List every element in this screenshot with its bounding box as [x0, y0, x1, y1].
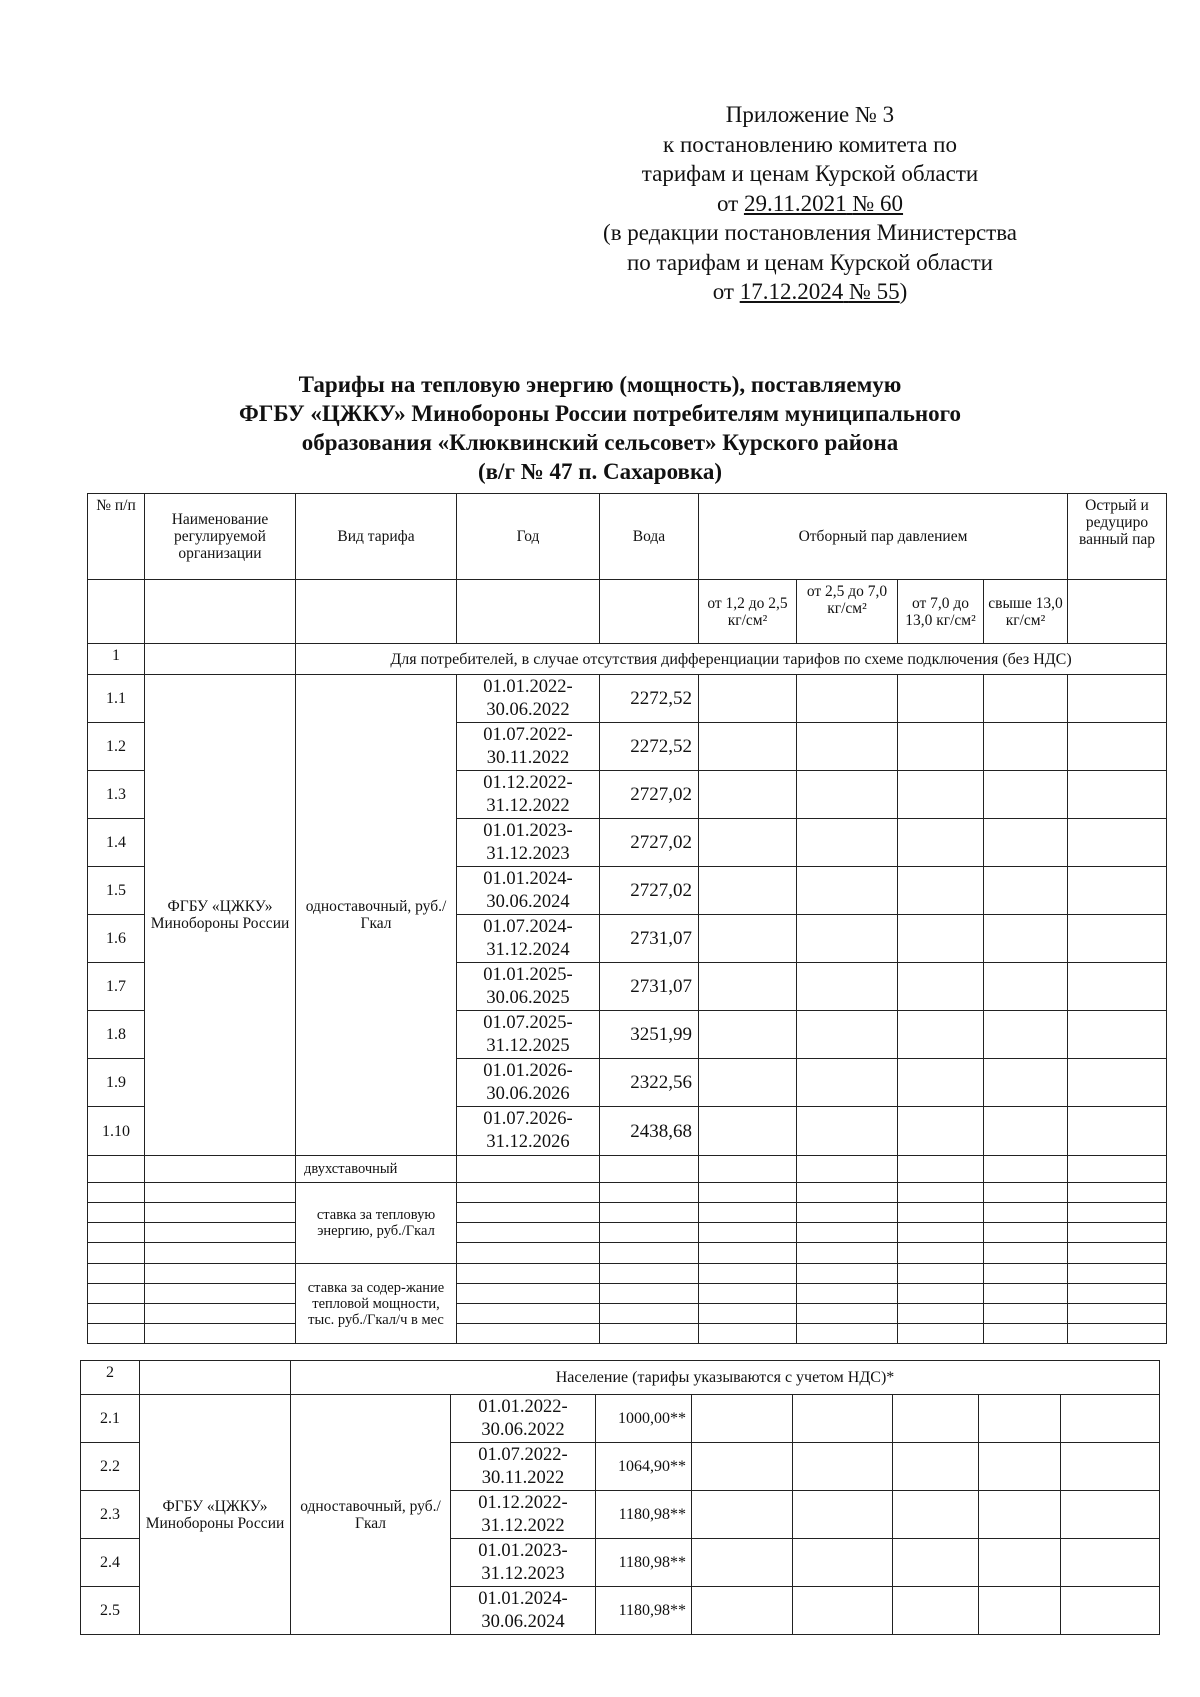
row-number: 1.2 — [88, 723, 145, 771]
empty-cell — [600, 1324, 699, 1344]
col-header-acute-steam: Острый и редуциро ванный пар — [1068, 494, 1167, 580]
empty-cell — [600, 1223, 699, 1243]
empty-cell — [699, 1284, 797, 1304]
empty-cell — [692, 1395, 793, 1443]
row-number: 1.3 — [88, 771, 145, 819]
col-header-pressure-1: от 1,2 до 2,5 кг/см² — [699, 580, 797, 644]
empty-cell — [699, 1264, 797, 1284]
period: 01.07.2026-31.12.2026 — [457, 1107, 600, 1156]
table-row — [88, 1324, 1167, 1344]
empty-cell — [898, 819, 984, 867]
empty-cell — [898, 1203, 984, 1223]
empty-cell — [893, 1395, 979, 1443]
empty-cell — [984, 867, 1068, 915]
water-value: 1064,90** — [596, 1443, 692, 1491]
table-row — [88, 1223, 1167, 1243]
empty-cell — [600, 1183, 699, 1203]
empty-cell — [457, 1304, 600, 1324]
empty-cell — [979, 1539, 1061, 1587]
period: 01.01.2022-30.06.2022 — [457, 675, 600, 723]
period: 01.01.2025-30.06.2025 — [457, 963, 600, 1011]
empty-cell — [984, 1324, 1068, 1344]
water-value: 2322,56 — [600, 1059, 699, 1107]
empty-cell — [797, 771, 898, 819]
period: 01.01.2022-30.06.2022 — [451, 1395, 596, 1443]
empty-cell — [898, 723, 984, 771]
col-header-org: Наименование регулируемой организации — [145, 494, 296, 580]
population-tariff-table — [80, 1360, 1160, 1635]
title-line: Тарифы на тепловую энергию (мощность), поставляемую — [298, 372, 902, 397]
period: 01.01.2023-31.12.2023 — [451, 1539, 596, 1587]
row-number: 2.1 — [81, 1395, 140, 1443]
row-number: 1.5 — [88, 867, 145, 915]
empty-cell — [984, 915, 1068, 963]
empty-cell — [1068, 867, 1167, 915]
org-name: ФГБУ «ЦЖКУ» Минобороны России — [140, 1395, 291, 1635]
empty-cell — [797, 1324, 898, 1344]
empty-cell — [893, 1587, 979, 1635]
row-number: 1.4 — [88, 819, 145, 867]
empty-cell — [88, 1223, 145, 1243]
empty-cell — [797, 1183, 898, 1203]
empty-cell — [457, 1183, 600, 1203]
document-title — [200, 370, 1000, 486]
empty-cell — [898, 1284, 984, 1304]
period: 01.01.2024-30.06.2024 — [457, 867, 600, 915]
col-header-pressure-3: от 7,0 до 13,0 кг/см² — [898, 580, 984, 644]
empty-cell — [88, 1264, 145, 1284]
water-value: 2731,07 — [600, 915, 699, 963]
empty-cell — [797, 1059, 898, 1107]
period: 01.07.2025-31.12.2025 — [457, 1011, 600, 1059]
col-header-steam: Отборный пар давлением — [699, 494, 1068, 580]
empty-cell — [893, 1491, 979, 1539]
empty-cell — [984, 675, 1068, 723]
empty-cell — [984, 1011, 1068, 1059]
appendix-prefix: от — [712, 279, 740, 304]
empty-cell — [979, 1395, 1061, 1443]
empty-cell — [797, 1156, 898, 1183]
empty-cell — [984, 723, 1068, 771]
empty-cell — [1068, 1203, 1167, 1223]
empty-cell — [797, 723, 898, 771]
empty-cell — [1068, 1183, 1167, 1203]
empty-cell — [145, 644, 296, 675]
empty-cell — [145, 1304, 296, 1324]
period: 01.01.2026-30.06.2026 — [457, 1059, 600, 1107]
empty-cell — [699, 963, 797, 1011]
tariff-table — [87, 493, 1167, 1344]
empty-cell — [1068, 1107, 1167, 1156]
empty-cell — [88, 1156, 145, 1183]
table-row — [88, 1264, 1167, 1284]
col-header-pressure-4: свыше 13,0 кг/см² — [984, 580, 1068, 644]
empty-cell — [145, 1203, 296, 1223]
empty-cell — [145, 1223, 296, 1243]
empty-cell — [793, 1395, 893, 1443]
water-value: 2727,02 — [600, 771, 699, 819]
empty-cell — [797, 963, 898, 1011]
period: 01.07.2024-31.12.2024 — [457, 915, 600, 963]
empty-cell — [984, 963, 1068, 1011]
empty-cell — [600, 1156, 699, 1183]
appendix-line: по тарифам и ценам Курской области — [627, 249, 993, 275]
empty-cell — [1068, 1264, 1167, 1284]
empty-cell — [797, 1304, 898, 1324]
section-row — [81, 1361, 1160, 1395]
empty-cell — [1068, 580, 1167, 644]
subheader-row — [88, 580, 1167, 644]
empty-cell — [898, 771, 984, 819]
water-value: 1180,98** — [596, 1587, 692, 1635]
empty-cell — [984, 1304, 1068, 1324]
empty-cell — [692, 1491, 793, 1539]
empty-cell — [88, 1203, 145, 1223]
section-row — [88, 644, 1167, 675]
empty-cell — [140, 1361, 291, 1395]
water-value: 2727,02 — [600, 867, 699, 915]
section-number: 1 — [88, 644, 145, 675]
empty-cell — [88, 1284, 145, 1304]
water-value: 2272,52 — [600, 723, 699, 771]
section-title: Для потребителей, в случае отсутствия дифференциации тарифов по схеме подключения (без НДС) — [296, 644, 1167, 675]
empty-cell — [797, 1223, 898, 1243]
row-number: 2.5 — [81, 1587, 140, 1635]
water-value: 2731,07 — [600, 963, 699, 1011]
empty-cell — [145, 1284, 296, 1304]
edition-number: № 55 — [848, 279, 900, 304]
empty-cell — [699, 1243, 797, 1264]
water-value: 2272,52 — [600, 675, 699, 723]
table-row — [88, 675, 1167, 723]
empty-cell — [1068, 723, 1167, 771]
table-row — [88, 1284, 1167, 1304]
empty-cell — [797, 915, 898, 963]
empty-cell — [88, 1324, 145, 1344]
empty-cell — [145, 1324, 296, 1344]
section-title: Население (тарифы указываются с учетом НДС)* — [291, 1361, 1160, 1395]
empty-cell — [797, 1284, 898, 1304]
header-row — [88, 494, 1167, 580]
period: 01.12.2022-31.12.2022 — [451, 1491, 596, 1539]
empty-cell — [984, 771, 1068, 819]
empty-cell — [600, 1284, 699, 1304]
empty-cell — [692, 1587, 793, 1635]
empty-cell — [898, 867, 984, 915]
row-number: 1.10 — [88, 1107, 145, 1156]
empty-cell — [600, 1264, 699, 1284]
empty-cell — [898, 1243, 984, 1264]
empty-cell — [979, 1587, 1061, 1635]
empty-cell — [893, 1539, 979, 1587]
empty-cell — [457, 1324, 600, 1344]
col-header-pressure-2: от 2,5 до 7,0 кг/см² — [797, 580, 898, 644]
empty-cell — [979, 1443, 1061, 1491]
empty-cell — [1068, 675, 1167, 723]
capacity-rate-label: ставка за содер-жание тепловой мощности, тыс. руб./Гкал/ч в мес — [296, 1264, 457, 1344]
empty-cell — [457, 1243, 600, 1264]
empty-cell — [984, 1183, 1068, 1203]
empty-cell — [1068, 1324, 1167, 1344]
decree-number: № 60 — [852, 190, 904, 216]
water-value: 3251,99 — [600, 1011, 699, 1059]
empty-cell — [457, 1284, 600, 1304]
empty-cell — [1068, 915, 1167, 963]
empty-cell — [1068, 1011, 1167, 1059]
empty-cell — [898, 1011, 984, 1059]
empty-cell — [797, 819, 898, 867]
appendix-line: к постановлению комитета по — [663, 131, 957, 157]
empty-cell — [692, 1443, 793, 1491]
empty-cell — [600, 1304, 699, 1324]
water-value: 1180,98** — [596, 1491, 692, 1539]
empty-cell — [457, 580, 600, 644]
two-part-row — [88, 1156, 1167, 1183]
two-part-tariff-label: двухставочный — [296, 1156, 457, 1183]
empty-cell — [898, 1156, 984, 1183]
empty-cell — [1068, 1284, 1167, 1304]
empty-cell — [600, 1243, 699, 1264]
empty-cell — [699, 867, 797, 915]
appendix-line: тарифам и ценам Курской области — [641, 161, 979, 186]
empty-cell — [699, 1183, 797, 1203]
empty-cell — [984, 819, 1068, 867]
row-number: 1.1 — [88, 675, 145, 723]
period: 01.07.2022-30.11.2022 — [451, 1443, 596, 1491]
row-number: 2.3 — [81, 1491, 140, 1539]
appendix-line: (в редакции постановления Министерства — [603, 220, 1017, 245]
empty-cell — [793, 1587, 893, 1635]
empty-cell — [984, 1243, 1068, 1264]
empty-cell — [984, 1264, 1068, 1284]
empty-cell — [898, 1107, 984, 1156]
water-value: 1180,98** — [596, 1539, 692, 1587]
empty-cell — [797, 1243, 898, 1264]
row-number: 2.4 — [81, 1539, 140, 1587]
empty-cell — [898, 915, 984, 963]
empty-cell — [1061, 1587, 1160, 1635]
empty-cell — [793, 1539, 893, 1587]
empty-cell — [984, 1059, 1068, 1107]
empty-cell — [88, 1183, 145, 1203]
col-header-water: Вода — [600, 494, 699, 580]
period: 01.07.2022-30.11.2022 — [457, 723, 600, 771]
empty-cell — [898, 1264, 984, 1284]
empty-cell — [699, 1107, 797, 1156]
empty-cell — [699, 1223, 797, 1243]
section-number: 2 — [81, 1361, 140, 1395]
empty-cell — [984, 1107, 1068, 1156]
empty-cell — [797, 1107, 898, 1156]
row-number: 1.7 — [88, 963, 145, 1011]
empty-cell — [793, 1443, 893, 1491]
empty-cell — [984, 1223, 1068, 1243]
empty-cell — [457, 1264, 600, 1284]
empty-cell — [898, 1183, 984, 1203]
row-number: 2.2 — [81, 1443, 140, 1491]
empty-cell — [457, 1156, 600, 1183]
empty-cell — [699, 915, 797, 963]
empty-cell — [699, 723, 797, 771]
empty-cell — [692, 1539, 793, 1587]
empty-cell — [1061, 1491, 1160, 1539]
empty-cell — [600, 1203, 699, 1223]
tariff-type: одноставочный, руб./Гкал — [296, 675, 457, 1156]
empty-cell — [699, 1059, 797, 1107]
empty-cell — [1068, 819, 1167, 867]
empty-cell — [457, 1203, 600, 1223]
title-line: (в/г № 47 п. Сахаровка) — [477, 459, 723, 484]
table-row — [88, 1243, 1167, 1264]
empty-cell — [88, 1243, 145, 1264]
appendix-decree-line — [550, 189, 1070, 219]
empty-cell — [1068, 1156, 1167, 1183]
empty-cell — [898, 1304, 984, 1324]
appendix-number: Приложение № 3 — [725, 102, 895, 127]
empty-cell — [984, 1284, 1068, 1304]
empty-cell — [699, 1011, 797, 1059]
empty-cell — [1068, 1223, 1167, 1243]
col-header-tariff-type: Вид тарифа — [296, 494, 457, 580]
empty-cell — [145, 1183, 296, 1203]
row-number: 1.8 — [88, 1011, 145, 1059]
table-row — [88, 1203, 1167, 1223]
empty-cell — [88, 1304, 145, 1324]
col-header-num: № п/п — [88, 494, 145, 580]
period: 01.01.2023-31.12.2023 — [457, 819, 600, 867]
empty-cell — [699, 819, 797, 867]
empty-cell — [797, 1203, 898, 1223]
table-row — [88, 1183, 1167, 1203]
title-line: образования «Клюквинский сельсовет» Курского района — [301, 430, 899, 455]
empty-cell — [898, 963, 984, 1011]
empty-cell — [145, 1156, 296, 1183]
empty-cell — [699, 771, 797, 819]
empty-cell — [699, 1156, 797, 1183]
empty-cell — [88, 580, 145, 644]
table-row — [88, 1304, 1167, 1324]
empty-cell — [145, 580, 296, 644]
empty-cell — [797, 867, 898, 915]
empty-cell — [1068, 963, 1167, 1011]
empty-cell — [145, 1243, 296, 1264]
appendix-edition-line — [550, 277, 1070, 307]
period: 01.12.2022-31.12.2022 — [457, 771, 600, 819]
empty-cell — [979, 1491, 1061, 1539]
appendix-reference — [550, 100, 1070, 307]
col-header-year: Год — [457, 494, 600, 580]
empty-cell — [984, 1203, 1068, 1223]
empty-cell — [699, 1203, 797, 1223]
period: 01.01.2024-30.06.2024 — [451, 1587, 596, 1635]
energy-rate-label: ставка за тепловую энергию, руб./Гкал — [296, 1183, 457, 1264]
row-number: 1.9 — [88, 1059, 145, 1107]
water-value: 2727,02 — [600, 819, 699, 867]
empty-cell — [1068, 1304, 1167, 1324]
edition-date: 17.12.2024 — [739, 279, 844, 304]
empty-cell — [699, 1304, 797, 1324]
empty-cell — [898, 1223, 984, 1243]
appendix-suffix: ) — [899, 279, 908, 304]
title-line: ФГБУ «ЦЖКУ» Минобороны России потребителям муниципального — [238, 401, 962, 426]
empty-cell — [699, 675, 797, 723]
empty-cell — [898, 1324, 984, 1344]
appendix-prefix: от — [716, 190, 744, 216]
empty-cell — [893, 1443, 979, 1491]
empty-cell — [699, 1324, 797, 1344]
empty-cell — [898, 675, 984, 723]
empty-cell — [1068, 771, 1167, 819]
empty-cell — [1068, 1243, 1167, 1264]
empty-cell — [1061, 1395, 1160, 1443]
empty-cell — [797, 675, 898, 723]
empty-cell — [1068, 1059, 1167, 1107]
empty-cell — [145, 1264, 296, 1284]
org-name: ФГБУ «ЦЖКУ» Минобороны России — [145, 675, 296, 1156]
empty-cell — [457, 1223, 600, 1243]
water-value: 1000,00** — [596, 1395, 692, 1443]
empty-cell — [984, 1156, 1068, 1183]
decree-date: 29.11.2021 — [743, 190, 847, 216]
empty-cell — [898, 1059, 984, 1107]
water-value: 2438,68 — [600, 1107, 699, 1156]
empty-cell — [797, 1011, 898, 1059]
empty-cell — [797, 1264, 898, 1284]
empty-cell — [793, 1491, 893, 1539]
row-number: 1.6 — [88, 915, 145, 963]
empty-cell — [296, 580, 457, 644]
tariff-type: одноставочный, руб./Гкал — [291, 1395, 451, 1635]
empty-cell — [1061, 1443, 1160, 1491]
empty-cell — [1061, 1539, 1160, 1587]
table-row — [81, 1395, 1160, 1443]
empty-cell — [600, 580, 699, 644]
